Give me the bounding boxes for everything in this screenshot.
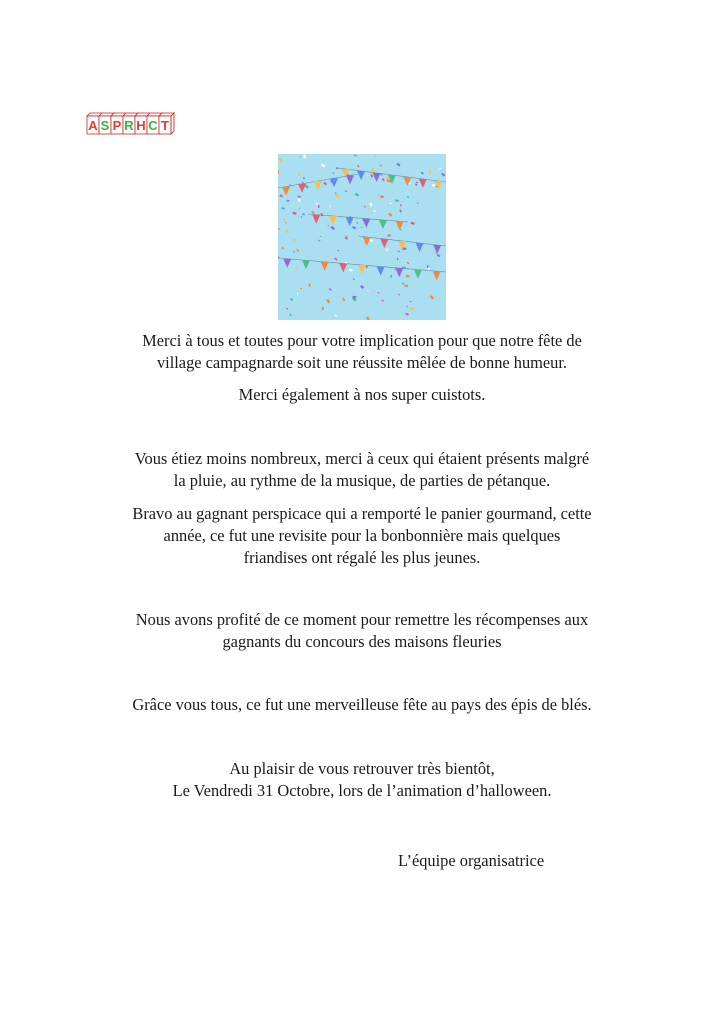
confetti-piece (410, 301, 412, 302)
confetti-piece (345, 238, 347, 239)
attendance-paragraph (60, 448, 664, 492)
confetti-piece (432, 184, 435, 186)
text-line: Vous étiez moins nombreux, merci à ceux qui étaient présents malgré (134, 449, 590, 468)
text-line: Grâce vous tous, ce fut une merveilleuse fête au pays des épis de blés. (132, 695, 592, 714)
confetti-piece (328, 225, 329, 227)
confetti-piece (330, 206, 331, 208)
text-line: Nous avons profité de ce moment pour remettre les récompenses aux (135, 610, 589, 629)
confetti-piece (293, 239, 296, 241)
signature: L’équipe organisatrice (398, 851, 545, 870)
confetti-piece (318, 205, 320, 208)
logo-letter: T (161, 118, 169, 133)
confetti-piece (439, 168, 441, 169)
text-line: gagnants du concours des maisons fleuries (222, 632, 502, 651)
text-line: Bravo au gagnant perspicace qui a remporté le panier gourmand, cette (132, 504, 592, 523)
confetti-piece (375, 155, 376, 157)
confetti-piece (390, 275, 392, 278)
text-line: Le Vendredi 31 Octobre, lors de l’animation d’halloween. (172, 781, 552, 800)
party-banner-image (278, 154, 446, 320)
confetti-piece (403, 248, 407, 250)
invitation-paragraph (60, 758, 664, 802)
logo-letter: C (148, 118, 158, 133)
logo-block-side (171, 113, 174, 134)
text-line: la pluie, au rythme de la musique, de parties de pétanque. (173, 471, 551, 490)
logo-letter: R (124, 118, 134, 133)
confetti-piece (322, 307, 324, 310)
confetti-piece (388, 235, 391, 237)
text-line: village campagnarde soit une réussite mêlée de bonne humeur. (156, 353, 568, 372)
confetti-piece (360, 227, 362, 228)
confetti-piece (349, 269, 353, 272)
confetti-piece (286, 200, 289, 202)
confetti-piece (300, 288, 302, 289)
text-line: Merci à tous et toutes pour votre implication pour que notre fête de (142, 331, 582, 350)
text-line: année, ce fut une revisite pour la bonbonnière mais quelques (163, 526, 561, 545)
text-line: friandises ont régalé les plus jeunes. (243, 548, 481, 567)
asprhct-logo (86, 108, 178, 136)
logo-letter: S (100, 118, 110, 133)
confetti-piece (295, 267, 297, 269)
winner-paragraph (60, 503, 664, 569)
logo-letter: H (136, 118, 146, 133)
confetti-piece (416, 182, 418, 183)
closing-paragraph (60, 694, 664, 716)
text-line: Au plaisir de vous retrouver très bientôt, (229, 759, 495, 778)
logo-letter: P (112, 118, 122, 133)
confetti-piece (345, 191, 347, 192)
confetti-piece (304, 155, 306, 159)
text-line: Merci également à nos super cuistots. (238, 385, 486, 404)
confetti-piece (352, 296, 356, 299)
thanks-paragraph (60, 330, 664, 374)
awards-paragraph (60, 609, 664, 653)
cooks-thanks (60, 384, 664, 406)
logo-letter: A (88, 118, 98, 133)
confetti-piece (335, 195, 339, 197)
confetti-piece (364, 206, 365, 208)
